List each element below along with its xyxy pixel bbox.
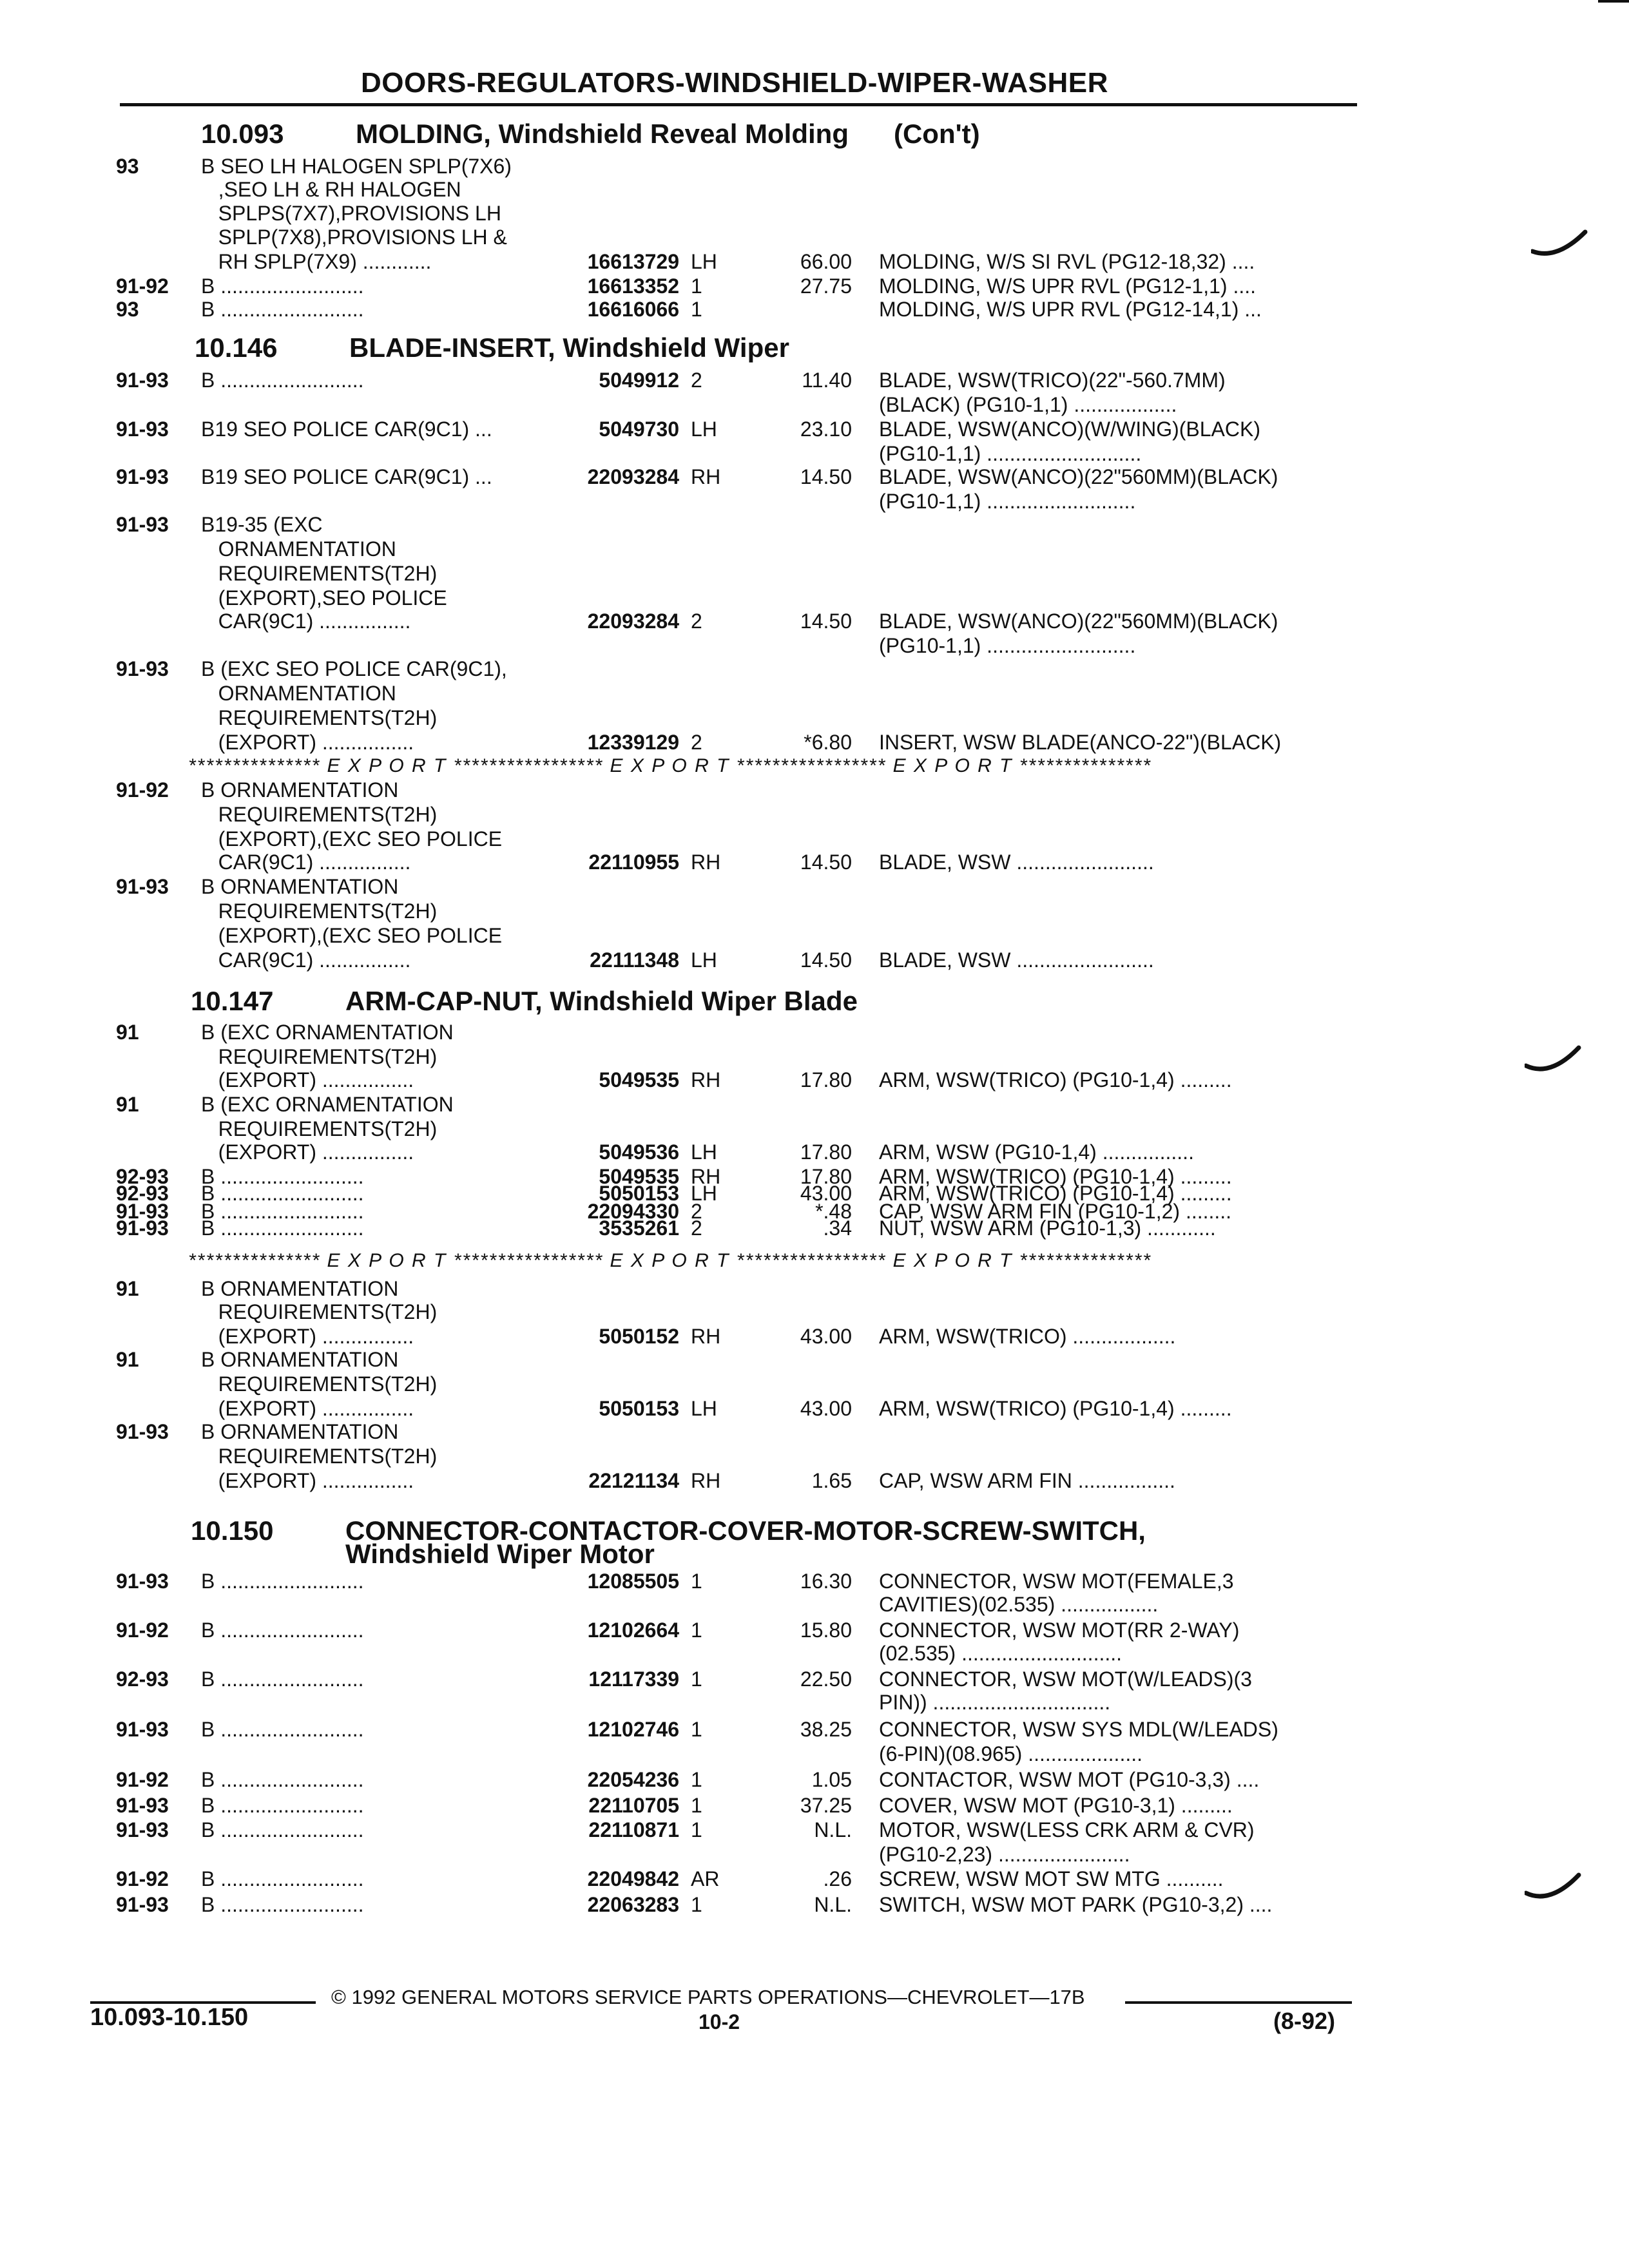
part-number: 22110955	[588, 850, 679, 874]
quantity: 2	[691, 1200, 702, 1223]
model-years: 91-93	[116, 875, 169, 898]
usage-description: B .........................	[201, 1867, 364, 1890]
quantity: LH	[691, 1182, 717, 1205]
price: 11.40	[802, 369, 852, 392]
quantity: LH	[691, 948, 717, 972]
quantity: 2	[691, 369, 702, 392]
usage-description: B (EXC ORNAMENTATION	[201, 1021, 454, 1044]
part-number: 3535261	[599, 1216, 679, 1240]
usage-description: B ORNAMENTATION	[201, 1420, 399, 1443]
model-years: 91-92	[116, 778, 169, 802]
part-number: 16616066	[587, 298, 679, 321]
usage-description: REQUIREMENTS(T2H)	[201, 803, 438, 826]
part-number: 22110871	[588, 1818, 679, 1841]
model-years: 91-93	[116, 465, 169, 488]
price: 43.00	[800, 1182, 852, 1205]
usage-description: B .........................	[201, 274, 364, 298]
binder-mark-icon	[1525, 1044, 1583, 1082]
part-name: BLADE, WSW(ANCO)(22"560MM)(BLACK)	[879, 465, 1278, 488]
quantity: 1	[691, 1818, 702, 1841]
part-name: ARM, WSW(TRICO) ..................	[879, 1325, 1176, 1348]
quantity: 1	[691, 1570, 702, 1593]
part-name: ARM, WSW(TRICO) (PG10-1,4) .........	[879, 1068, 1232, 1091]
price: 14.50	[800, 948, 852, 972]
model-years: 92-93	[116, 1667, 169, 1691]
model-years: 91-93	[116, 369, 169, 392]
quantity: LH	[691, 1397, 717, 1420]
model-years: 91-93	[116, 1570, 169, 1593]
binder-mark-icon	[1531, 227, 1589, 265]
part-name: MOLDING, W/S UPR RVL (PG12-14,1) ...	[879, 298, 1262, 321]
part-name: (PG10-1,1) ..........................	[879, 634, 1136, 657]
part-name: MOTOR, WSW(LESS CRK ARM & CVR)	[879, 1818, 1255, 1841]
usage-description: B .........................	[201, 1818, 364, 1841]
price: 17.80	[800, 1165, 852, 1188]
price: .26	[823, 1867, 852, 1890]
part-name: BLADE, WSW(ANCO)(W/WING)(BLACK)	[879, 418, 1260, 441]
price: 14.50	[800, 465, 852, 488]
footer-section-range: 10.093-10.150	[90, 2004, 249, 2031]
part-number: 22049842	[587, 1867, 679, 1890]
usage-description: REQUIREMENTS(T2H)	[201, 1372, 438, 1396]
section-number: 10.093	[201, 119, 284, 149]
price: 43.00	[800, 1397, 852, 1420]
part-number: 22110705	[588, 1794, 679, 1817]
part-number: 12339129	[587, 731, 679, 754]
part-name: (PG10-1,1) ..........................	[879, 490, 1136, 513]
quantity: RH	[691, 1325, 721, 1348]
model-years: 91-93	[116, 418, 169, 441]
part-name: CONNECTOR, WSW MOT(RR 2-WAY)	[879, 1619, 1240, 1642]
usage-description: B .........................	[201, 1182, 364, 1205]
usage-description: CAR(9C1) ................	[201, 610, 411, 633]
quantity: 2	[691, 1216, 702, 1240]
part-name: (BLACK) (PG10-1,1) ..................	[879, 393, 1177, 416]
quantity: RH	[691, 1165, 721, 1188]
part-number: 5049535	[599, 1068, 679, 1091]
price: 17.80	[800, 1068, 852, 1091]
usage-description: CAR(9C1) ................	[201, 948, 411, 972]
model-years: 93	[116, 155, 139, 178]
part-name: (02.535) ............................	[879, 1642, 1123, 1665]
usage-description: B .........................	[201, 1216, 364, 1240]
usage-description: (EXPORT),(EXC SEO POLICE	[201, 827, 503, 850]
model-years: 91-93	[116, 513, 169, 536]
section-10150-heading-line2: Windshield Wiper Motor	[345, 1539, 655, 1569]
part-number: 12117339	[588, 1667, 679, 1691]
model-years: 91-93	[116, 1718, 169, 1741]
part-number: 5050153	[599, 1182, 679, 1205]
model-years: 91-93	[116, 1893, 169, 1916]
usage-description: REQUIREMENTS(T2H)	[201, 1045, 438, 1068]
price: 37.25	[800, 1794, 852, 1817]
section-10146-heading	[195, 332, 789, 363]
part-name: ARM, WSW (PG10-1,4) ................	[879, 1140, 1194, 1164]
usage-description: B .........................	[201, 1165, 364, 1188]
part-name: SCREW, WSW MOT SW MTG ..........	[879, 1867, 1224, 1890]
usage-description: B ORNAMENTATION	[201, 1348, 399, 1371]
part-number: 5050152	[599, 1325, 679, 1348]
usage-description: ORNAMENTATION	[201, 537, 396, 561]
quantity: 2	[691, 610, 702, 633]
part-name: CAP, WSW ARM FIN (PG10-1,2) ........	[879, 1200, 1232, 1223]
price: N.L.	[814, 1818, 852, 1841]
part-number: 16613729	[587, 250, 679, 273]
part-name: CONTACTOR, WSW MOT (PG10-3,3) ....	[879, 1768, 1260, 1791]
part-number: 22093284	[587, 465, 679, 488]
section-suffix: (Con't)	[893, 119, 980, 149]
usage-description: B .........................	[201, 1893, 364, 1916]
part-number: 12102664	[587, 1619, 679, 1642]
part-number: 16613352	[587, 274, 679, 298]
part-name: CAP, WSW ARM FIN .................	[879, 1469, 1175, 1492]
usage-description: B (EXC SEO POLICE CAR(9C1),	[201, 657, 507, 680]
part-name: CONNECTOR, WSW SYS MDL(W/LEADS)	[879, 1718, 1278, 1741]
usage-description: B ORNAMENTATION	[201, 778, 399, 802]
usage-description: (EXPORT),SEO POLICE	[201, 586, 447, 610]
model-years: 91	[116, 1021, 139, 1044]
quantity: 1	[691, 1718, 702, 1741]
part-number: 5049730	[599, 418, 679, 441]
price: 16.30	[800, 1570, 852, 1593]
section-title: CONNECTOR-CONTACTOR-COVER-MOTOR-SCREW-SWITCH,	[345, 1515, 1146, 1546]
part-name: ARM, WSW(TRICO) (PG10-1,4) .........	[879, 1397, 1232, 1420]
usage-description: B (EXC ORNAMENTATION	[201, 1093, 454, 1116]
part-number: 5049536	[599, 1140, 679, 1164]
quantity: 1	[691, 1794, 702, 1817]
usage-description: B .........................	[201, 1667, 364, 1691]
export-banner-text: *************** E X P O R T ***************** E X P O R T ***************** E X P O R T ***************	[188, 755, 1152, 776]
usage-description: B SEO LH HALOGEN SPLP(7X6)	[201, 155, 512, 178]
model-years: 92-93	[116, 1182, 169, 1205]
quantity: LH	[691, 418, 717, 441]
usage-description: (EXPORT) ................	[201, 1397, 414, 1420]
price: 1.65	[811, 1469, 852, 1492]
part-name: MOLDING, W/S UPR RVL (PG12-1,1) ....	[879, 274, 1257, 298]
quantity: RH	[691, 850, 721, 874]
usage-description: B19 SEO POLICE CAR(9C1) ...	[201, 465, 492, 488]
price: 22.50	[800, 1667, 852, 1691]
quantity: 1	[691, 1667, 702, 1691]
usage-description: RH SPLP(7X9) ............	[201, 250, 432, 273]
model-years: 91-93	[116, 1420, 169, 1443]
part-number: 22093284	[587, 610, 679, 633]
quantity: RH	[691, 465, 721, 488]
quantity: 2	[691, 731, 702, 754]
usage-description: REQUIREMENTS(T2H)	[201, 1117, 438, 1140]
part-name: BLADE, WSW ........................	[879, 948, 1154, 972]
usage-description: B .........................	[201, 298, 364, 321]
price: 23.10	[800, 418, 852, 441]
model-years: 92-93	[116, 1165, 169, 1188]
usage-description: REQUIREMENTS(T2H)	[201, 1445, 438, 1468]
part-name: PIN)) ...............................	[879, 1691, 1111, 1714]
price: *6.80	[804, 731, 852, 754]
quantity: RH	[691, 1469, 721, 1492]
price: 27.75	[800, 274, 852, 298]
part-name: CONNECTOR, WSW MOT(W/LEADS)(3	[879, 1667, 1252, 1691]
usage-description: B ORNAMENTATION	[201, 1277, 399, 1300]
model-years: 91-92	[116, 1768, 169, 1791]
quantity: 1	[691, 1619, 702, 1642]
section-10150-heading	[191, 1515, 1146, 1546]
model-years: 91	[116, 1277, 139, 1300]
price: *.48	[815, 1200, 852, 1223]
model-years: 91	[116, 1348, 139, 1371]
header-rule	[120, 103, 1357, 106]
usage-description: REQUIREMENTS(T2H)	[201, 899, 438, 923]
model-years: 91-93	[116, 657, 169, 680]
section-title: BLADE-INSERT, Windshield Wiper	[349, 332, 789, 363]
part-name: INSERT, WSW BLADE(ANCO-22")(BLACK)	[879, 731, 1282, 754]
usage-description: B .........................	[201, 369, 364, 392]
section-title: ARM-CAP-NUT, Windshield Wiper Blade	[345, 986, 858, 1016]
quantity: LH	[691, 1140, 717, 1164]
price: 14.50	[800, 850, 852, 874]
usage-description: ORNAMENTATION	[201, 682, 396, 705]
footer-right-rule	[1125, 2001, 1352, 2004]
quantity: 1	[691, 1893, 702, 1916]
usage-description: CAR(9C1) ................	[201, 850, 411, 874]
footer-date: (8-92)	[1273, 2008, 1336, 2034]
part-name: NUT, WSW ARM (PG10-1,3) ............	[879, 1216, 1216, 1240]
quantity: LH	[691, 250, 717, 273]
section-10147-heading	[191, 986, 858, 1017]
part-number: 22063283	[587, 1893, 679, 1916]
usage-description: (EXPORT) ................	[201, 1325, 414, 1348]
footer-copyright: © 1992 GENERAL MOTORS SERVICE PARTS OPERATIONS—CHEVROLET—17B	[331, 1986, 1085, 2008]
usage-description: REQUIREMENTS(T2H)	[201, 1300, 438, 1323]
corner-edge-mark	[1598, 0, 1629, 3]
export-banner-text: *************** E X P O R T ***************** E X P O R T ***************** E X P O R T ***************	[188, 1250, 1152, 1271]
quantity: 1	[691, 1768, 702, 1791]
model-years: 91-93	[116, 1216, 169, 1240]
price: .34	[823, 1216, 852, 1240]
part-name: MOLDING, W/S SI RVL (PG12-18,32) ....	[879, 250, 1255, 273]
model-years: 91-92	[116, 274, 169, 298]
price: 66.00	[800, 250, 852, 273]
quantity: 1	[691, 274, 702, 298]
usage-description: B19-35 (EXC	[201, 513, 323, 536]
part-number: 22111348	[590, 948, 679, 972]
price: N.L.	[814, 1893, 852, 1916]
part-name: CONNECTOR, WSW MOT(FEMALE,3	[879, 1570, 1234, 1593]
usage-description: (EXPORT) ................	[201, 1140, 414, 1164]
usage-description: REQUIREMENTS(T2H)	[201, 562, 438, 585]
part-number: 12085505	[587, 1570, 679, 1593]
price: 14.50	[800, 610, 852, 633]
quantity: 1	[691, 298, 702, 321]
section-number: 10.150	[191, 1515, 274, 1546]
usage-description: (EXPORT),(EXC SEO POLICE	[201, 924, 503, 947]
part-number: 12102746	[587, 1718, 679, 1741]
part-number: 5049912	[599, 369, 679, 392]
price: 15.80	[800, 1619, 852, 1642]
model-years: 91-92	[116, 1619, 169, 1642]
quantity: AR	[691, 1867, 720, 1890]
part-name: (PG10-2,23) .......................	[879, 1843, 1130, 1866]
part-name: ARM, WSW(TRICO) (PG10-1,4) .........	[879, 1182, 1232, 1205]
section-10093-heading	[201, 119, 980, 149]
part-name: COVER, WSW MOT (PG10-3,1) .........	[879, 1794, 1233, 1817]
part-number: 22121134	[588, 1469, 679, 1492]
part-name: SWITCH, WSW MOT PARK (PG10-3,2) ....	[879, 1893, 1273, 1916]
model-years: 91-93	[116, 1200, 169, 1223]
usage-description: B19 SEO POLICE CAR(9C1) ...	[201, 418, 492, 441]
part-number: 5049535	[599, 1165, 679, 1188]
usage-description: (EXPORT) ................	[201, 731, 414, 754]
usage-description: REQUIREMENTS(T2H)	[201, 706, 438, 729]
usage-description: SPLPS(7X7),PROVISIONS LH	[201, 202, 501, 225]
usage-description: B .........................	[201, 1718, 364, 1741]
section-number: 10.147	[191, 986, 274, 1016]
part-name: BLADE, WSW(TRICO)(22"-560.7MM)	[879, 369, 1226, 392]
usage-description: B .........................	[201, 1570, 364, 1593]
model-years: 91-92	[116, 1867, 169, 1890]
quantity: RH	[691, 1068, 721, 1091]
price: 38.25	[800, 1718, 852, 1741]
price: 1.05	[811, 1768, 852, 1791]
usage-description: ,SEO LH & RH HALOGEN	[201, 178, 461, 201]
part-name: BLADE, WSW(ANCO)(22"560MM)(BLACK)	[879, 610, 1278, 633]
model-years: 91	[116, 1093, 139, 1116]
part-name: ARM, WSW(TRICO) (PG10-1,4) .........	[879, 1165, 1232, 1188]
part-name: BLADE, WSW ........................	[879, 850, 1154, 874]
section-number: 10.146	[195, 332, 278, 363]
model-years: 91-93	[116, 1794, 169, 1817]
part-name: (6-PIN)(08.965) ....................	[879, 1742, 1142, 1765]
part-name: (PG10-1,1) ...........................	[879, 442, 1142, 465]
part-name: CAVITIES)(02.535) .................	[879, 1593, 1159, 1616]
usage-description: (EXPORT) ................	[201, 1469, 414, 1492]
usage-description: B .........................	[201, 1619, 364, 1642]
section-title: MOLDING, Windshield Reveal Molding	[356, 119, 849, 149]
part-number: 22054236	[587, 1768, 679, 1791]
part-number: 22094330	[587, 1200, 679, 1223]
model-years: 91-93	[116, 1818, 169, 1841]
usage-description: B .........................	[201, 1794, 364, 1817]
footer-page-number: 10-2	[699, 2010, 740, 2033]
usage-description: (EXPORT) ................	[201, 1068, 414, 1091]
binder-mark-icon	[1525, 1871, 1583, 1910]
usage-description: B .........................	[201, 1768, 364, 1791]
usage-description: B ORNAMENTATION	[201, 875, 399, 898]
model-years: 93	[116, 298, 139, 321]
page-header: DOORS-REGULATORS-WINDSHIELD-WIPER-WASHER	[361, 67, 1108, 99]
usage-description: B .........................	[201, 1200, 364, 1223]
price: 17.80	[800, 1140, 852, 1164]
price: 43.00	[800, 1325, 852, 1348]
usage-description: SPLP(7X8),PROVISIONS LH &	[201, 226, 507, 249]
part-number: 5050153	[599, 1397, 679, 1420]
